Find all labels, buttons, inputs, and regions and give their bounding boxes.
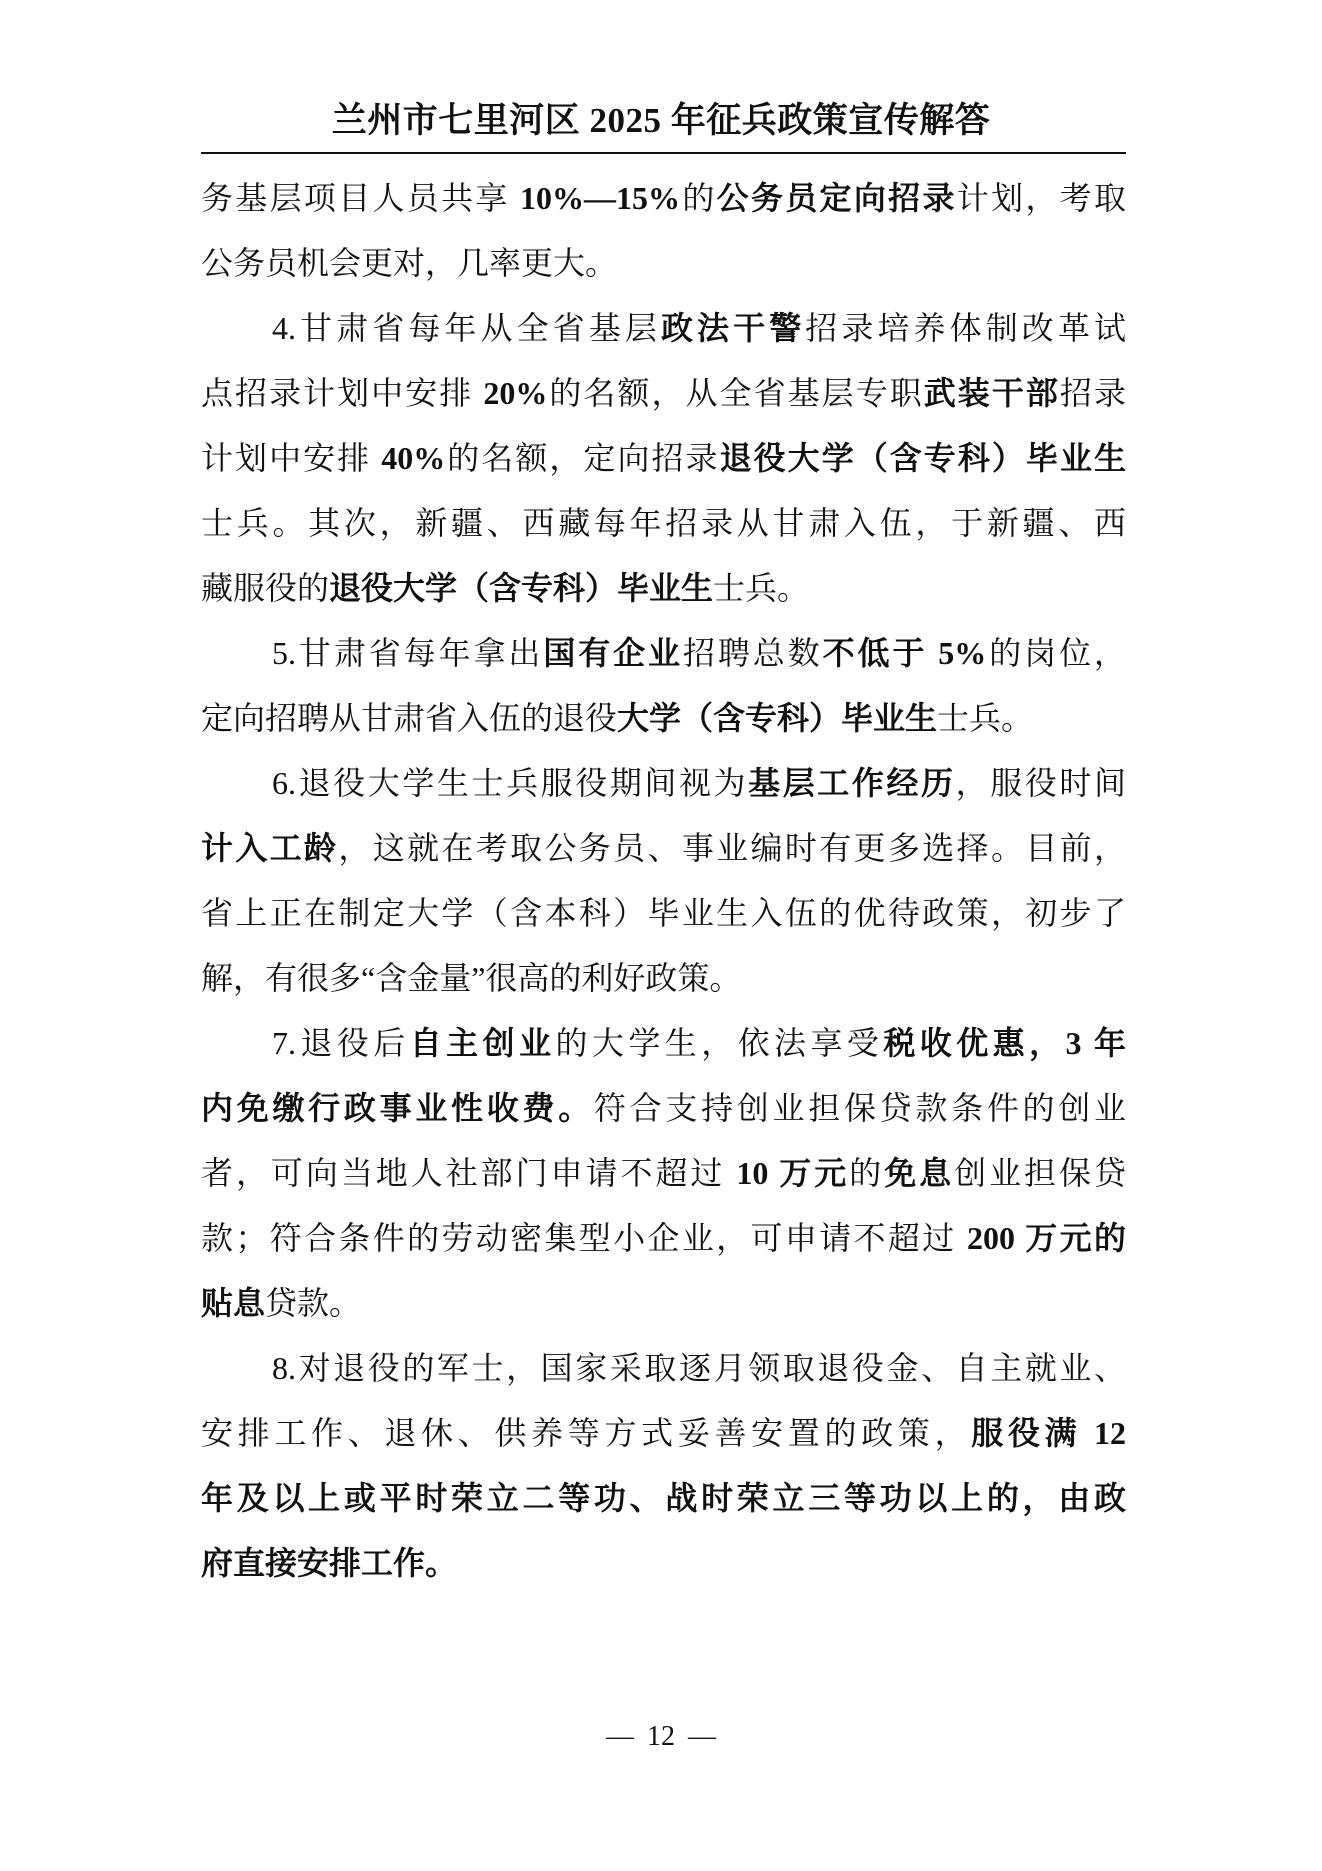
text-line — [201, 1466, 1126, 1531]
text-line — [201, 231, 1126, 296]
body-text: 5.甘肃省每年拿出 — [272, 635, 544, 671]
text-line — [201, 296, 1126, 361]
body-text: 者，可向当地人社部门申请不超过 — [201, 1155, 737, 1191]
body-text: 士兵。 — [713, 570, 810, 606]
paragraph-continued — [201, 166, 1126, 296]
body-text: 6.退役大学生士兵服役期间视为 — [272, 765, 749, 801]
body-text: ，这就在考取公务员、事业编时有更多选择。目前， — [338, 830, 1126, 866]
body-text: 藏服役的 — [201, 570, 330, 606]
body-text: 解，有很多“含金量”很高的利好政策。 — [201, 960, 742, 996]
emphasized-text: 免息 — [884, 1155, 955, 1191]
emphasized-text: 内免缴行政事业性收费。 — [201, 1090, 594, 1126]
text-line — [201, 946, 1126, 1011]
text-line — [201, 1401, 1126, 1466]
body-text: 8.对退役的军士，国家采取逐月领取退役金、自主就业、 — [272, 1350, 1126, 1386]
text-line — [201, 1206, 1126, 1271]
text-line — [201, 556, 1126, 621]
emphasized-text: 公务员定向招录 — [716, 180, 957, 216]
emphasized-text: 200 万元的 — [966, 1220, 1126, 1256]
body-text: 创业担保贷 — [954, 1155, 1126, 1191]
body-text: 贷款。 — [265, 1285, 362, 1321]
body-text: 的 — [680, 180, 717, 216]
text-line — [201, 1531, 1126, 1596]
body-text: ，服役时间 — [955, 765, 1126, 801]
body-text: 省上正在制定大学（含本科）毕业生入伍的优待政策，初步了 — [201, 895, 1126, 931]
emphasized-text: 退役大学（含专科）毕业生 — [329, 570, 714, 606]
emphasized-text: 不低于 5% — [822, 635, 987, 671]
emphasized-text: 武装干部 — [923, 375, 1060, 411]
body-text: 4.甘肃省每年从全省基层 — [272, 310, 661, 346]
body-text: 的名额，定向招录 — [445, 440, 720, 476]
body-text: 的名额，从全省基层专职 — [547, 375, 924, 411]
body-text: 计划中安排 — [201, 440, 382, 476]
emphasized-text: 政法干警 — [660, 310, 806, 346]
paragraph-item-8 — [201, 1336, 1126, 1596]
text-line — [201, 1076, 1126, 1141]
body-text: 计划，考取 — [956, 180, 1126, 216]
body-text: 招聘总数 — [682, 635, 823, 671]
body-text: 士兵。其次，新疆、西藏每年招录从甘肃入伍，于新疆、西 — [201, 505, 1126, 541]
emphasized-text: 计入工龄 — [201, 830, 339, 866]
emphasized-text: 退役大学（含专科）毕业生 — [719, 440, 1126, 476]
body-text: 公务员机会更对，几率更大。 — [201, 245, 618, 281]
text-line — [201, 491, 1126, 556]
title-divider — [201, 152, 1126, 154]
page-number: — 12 — — [606, 1721, 716, 1752]
emphasized-text: 20% — [483, 375, 548, 411]
document-body — [201, 166, 1126, 1596]
body-text: 安排工作、退休、供养等方式妥善安置的政策， — [201, 1415, 972, 1451]
text-line — [201, 361, 1126, 426]
body-text: 的岗位， — [986, 635, 1126, 671]
text-line — [201, 751, 1126, 816]
emphasized-text: 基层工作经历 — [748, 765, 956, 801]
paragraph-item-6 — [201, 751, 1126, 1011]
text-line — [201, 621, 1126, 686]
body-text: 的 — [849, 1155, 885, 1191]
paragraph-item-5 — [201, 621, 1126, 751]
emphasized-text: 贴息 — [201, 1285, 266, 1321]
text-line — [201, 1271, 1126, 1336]
body-text: 款；符合条件的劳动密集型小企业，可申请不超过 — [201, 1220, 967, 1256]
text-line — [201, 1336, 1126, 1401]
text-line — [201, 686, 1126, 751]
body-text: 务基层项目人员共享 — [201, 180, 521, 216]
emphasized-text: 服役满 12 — [971, 1415, 1126, 1451]
body-text: 7.退役后 — [272, 1025, 410, 1061]
body-text: 的大学生，依法享受 — [555, 1025, 884, 1061]
body-text: 招录培养体制改革试 — [805, 310, 1126, 346]
body-text: 士兵。 — [937, 700, 1034, 736]
emphasized-text: 自主创业 — [409, 1025, 556, 1061]
body-text: 定向招聘从甘肃省入伍的退役 — [201, 700, 618, 736]
text-line — [201, 426, 1126, 491]
emphasized-text: 10 万元 — [736, 1155, 850, 1191]
document-title: 兰州市七里河区 2025 年征兵政策宣传解答 — [331, 101, 991, 140]
paragraph-item-4 — [201, 296, 1126, 621]
body-text: 符合支持创业担保贷款条件的创业 — [593, 1090, 1126, 1126]
text-line — [201, 1141, 1126, 1206]
emphasized-text: 40% — [381, 440, 446, 476]
emphasized-text: 年及以上或平时荣立二等功、战时荣立三等功以上的，由政 — [201, 1480, 1126, 1516]
emphasized-text: 大学（含专科）毕业生 — [617, 700, 938, 736]
emphasized-text: 府直接安排工作。 — [201, 1545, 458, 1581]
body-text: 点招录计划中安排 — [201, 375, 484, 411]
text-line — [201, 881, 1126, 946]
text-line — [201, 816, 1126, 881]
text-line — [201, 166, 1126, 231]
text-line — [201, 1011, 1126, 1076]
emphasized-text: 国有企业 — [543, 635, 683, 671]
emphasized-text: 税收优惠，3 年 — [883, 1025, 1126, 1061]
paragraph-item-7 — [201, 1011, 1126, 1336]
body-text: 招录 — [1059, 375, 1126, 411]
emphasized-text: 10%—15% — [520, 180, 681, 216]
